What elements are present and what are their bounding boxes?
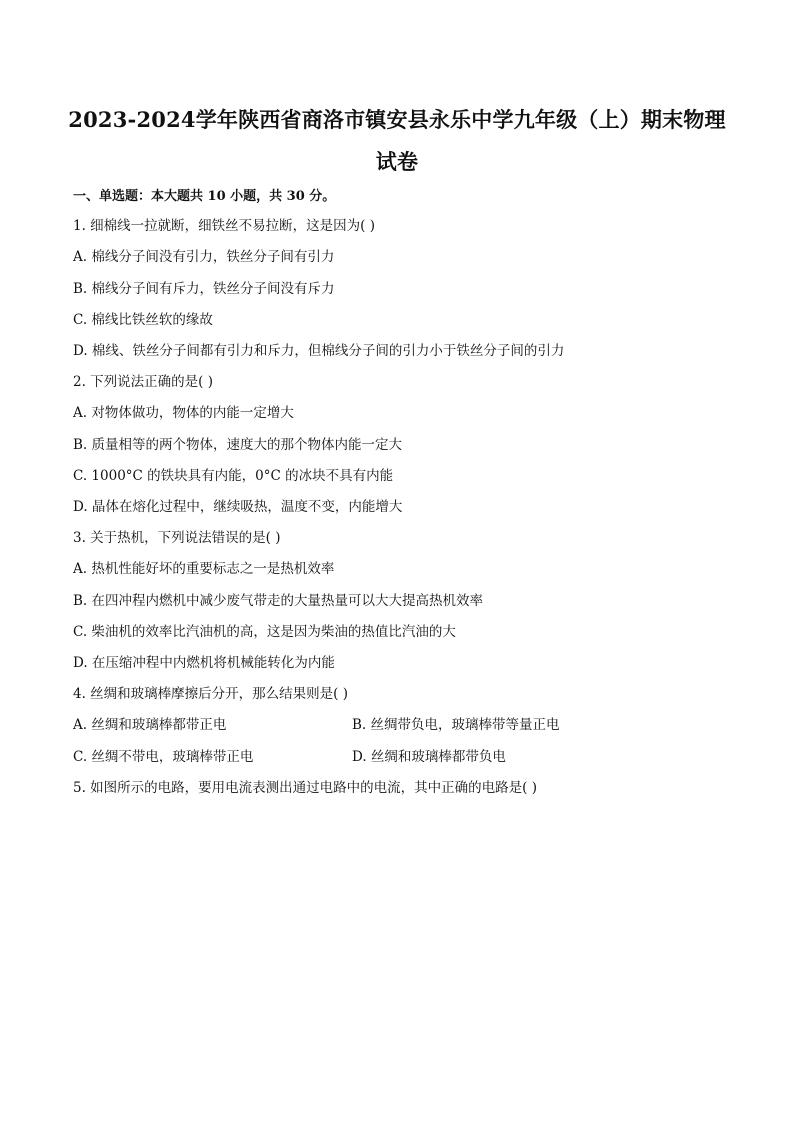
section-heading: 一、单选题：本大题共 10 小题，共 30 分。 (73, 189, 336, 204)
question-2-option-d: D. 晶体在熔化过程中，继续吸热，温度不变，内能增大 (73, 499, 403, 515)
question-1-option-c: C. 棉线比铁丝软的缘故 (73, 312, 213, 328)
question-4-option-c: C. 丝绸不带电，玻璃棒带正电 (73, 749, 254, 765)
question-3-option-a: A. 热机性能好坏的重要标志之一是热机效率 (73, 561, 335, 577)
question-3-option-b: B. 在四冲程内燃机中减少废气带走的大量热量可以大大提高热机效率 (73, 593, 484, 609)
question-2-option-b: B. 质量相等的两个物体，速度大的那个物体内能一定大 (73, 437, 403, 453)
question-2-option-c: C. 1000°C 的铁块具有内能，0°C 的冰块不具有内能 (73, 468, 394, 484)
question-5-stem: 5. 如图所示的电路，要用电流表测出通过电路中的电流，其中正确的电路是( ) (73, 780, 537, 796)
question-4-option-a: A. 丝绸和玻璃棒都带正电 (73, 717, 227, 733)
question-1-option-b: B. 棉线分子间有斥力，铁丝分子间没有斥力 (73, 281, 335, 297)
question-1-stem: 1. 细棉线一拉就断，细铁丝不易拉断，这是因为( ) (73, 218, 375, 234)
exam-title-line-2: 试卷 (375, 149, 419, 174)
question-2-option-a: A. 对物体做功，物体的内能一定增大 (73, 405, 294, 421)
question-4-stem: 4. 丝绸和玻璃棒摩擦后分开，那么结果则是( ) (73, 686, 348, 702)
question-1-option-a: A. 棉线分子间没有引力，铁丝分子间有引力 (73, 249, 335, 265)
question-4-option-d: D. 丝绸和玻璃棒都带负电 (352, 749, 506, 765)
question-2-stem: 2. 下列说法正确的是( ) (73, 374, 213, 390)
question-1-option-d: D. 棉线、铁丝分子间都有引力和斥力，但棉线分子间的引力小于铁丝分子间的引力 (73, 343, 565, 359)
question-4-option-b: B. 丝绸带负电，玻璃棒带等量正电 (352, 717, 560, 733)
question-3-stem: 3. 关于热机，下列说法错误的是( ) (73, 530, 281, 546)
question-3-option-d: D. 在压缩冲程中内燃机将机械能转化为内能 (73, 655, 335, 671)
exam-title-line-1: 2023-2024学年陕西省商洛市镇安县永乐中学九年级（上）期末物理 (68, 107, 726, 132)
question-3-option-c: C. 柴油机的效率比汽油机的高，这是因为柴油的热值比汽油的大 (73, 624, 456, 640)
